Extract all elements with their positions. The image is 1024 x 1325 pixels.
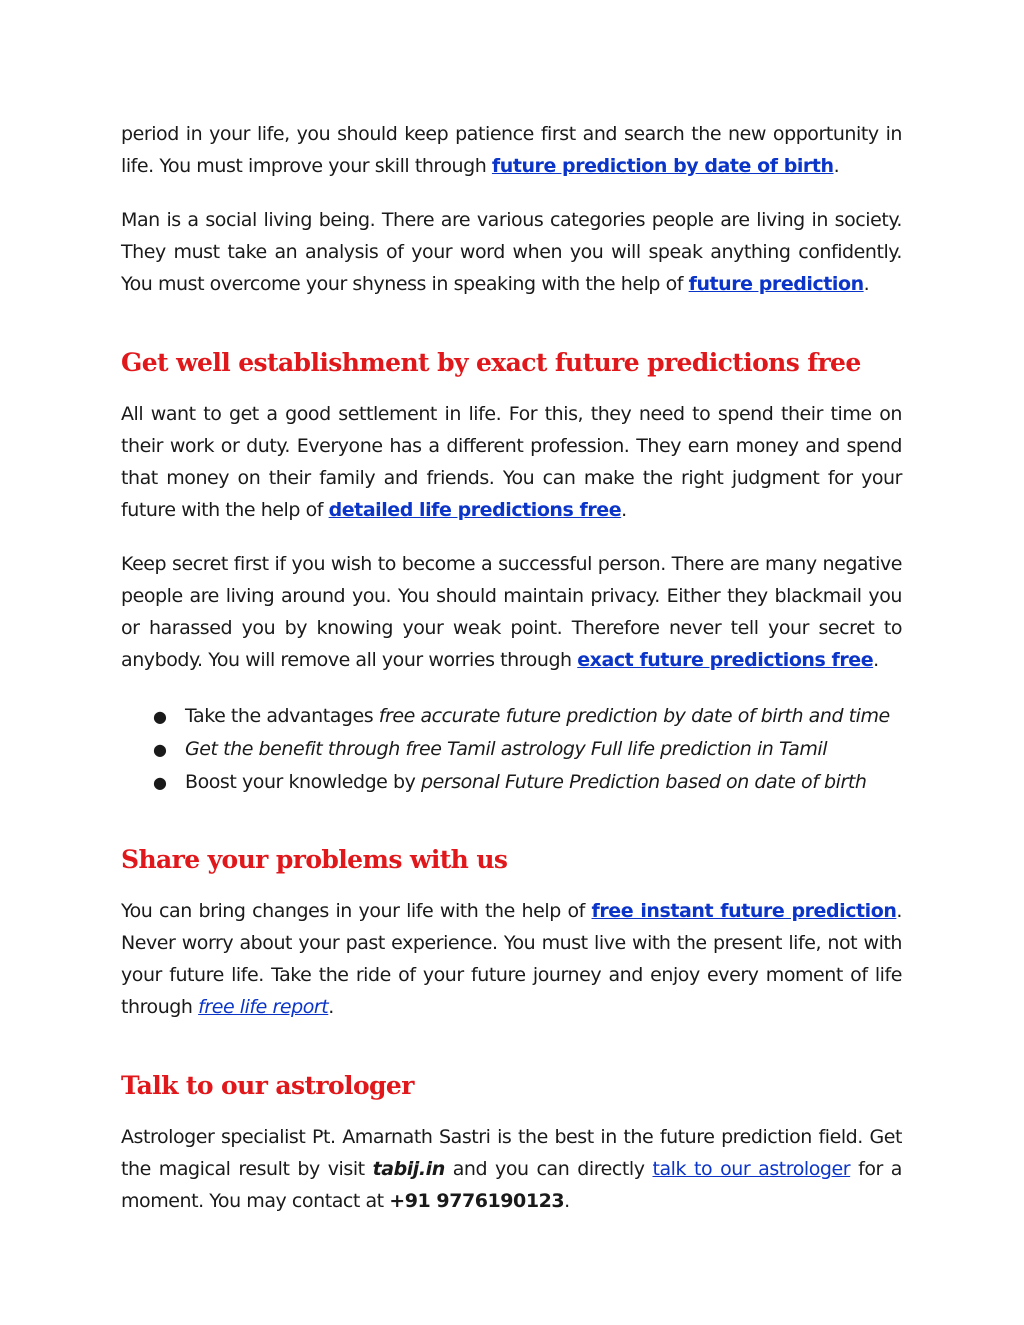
link-detailed-life-predictions-free[interactable]: detailed life predictions free <box>328 499 622 521</box>
paragraph-settlement: All want to get a good settlement in life. For this, they need to spend their time on their work or duty. Everyone has a different profession. They earn money and spend that money on their family and friends. You can make the right judgment for your future with the help of detailed life predictions free. <box>121 403 902 521</box>
bullet-icon: ● <box>153 773 167 792</box>
bullet-icon: ● <box>153 740 167 759</box>
paragraph-social-being: Man is a social living being. There are various categories people are living in society. They must take an analysis of your word when you will speak anything confidently. You must overcome your shyness in speaking with the help of future prediction. <box>121 209 902 295</box>
list-item: ● Take the advantages free accurate future prediction by date of birth and time <box>121 700 902 733</box>
heading-share-problems: Share your problems with us <box>121 845 508 874</box>
paragraph-bring-changes: You can bring changes in your life with the help of free instant future prediction. Never worry about your past experience. You must live with the present life, not with your future life. Take the ride of your future journey and enjoy every moment of life through free life report. <box>121 900 902 1018</box>
bullet-icon: ● <box>153 707 167 726</box>
heading-talk-astrologer: Talk to our astrologer <box>121 1071 414 1100</box>
site-name: tabij.in <box>372 1158 445 1180</box>
paragraph-astrologer-specialist: Astrologer specialist Pt. Amarnath Sastri is the best in the future prediction field. Get the magical result by visit tabij.in and you can directly talk to our astrologer for a moment. You may contact at +91 9776190123. <box>121 1126 902 1212</box>
link-talk-to-our-astrologer[interactable]: talk to our astrologer <box>652 1158 851 1180</box>
link-exact-future-predictions-free[interactable]: exact future predictions free <box>577 649 874 671</box>
heading-establishment: Get well establishment by exact future predictions free <box>121 348 861 377</box>
list-item: ● Boost your knowledge by personal Future Prediction based on date of birth <box>121 766 902 799</box>
paragraph-opportunity: period in your life, you should keep patience first and search the new opportunity in life. You must improve your skill through future prediction by date of birth. <box>121 123 902 177</box>
document-page <box>121 118 902 1217</box>
paragraph-keep-secret: Keep secret first if you wish to become a successful person. There are many negative people are living around you. You should maintain privacy. Either they blackmail you or harassed you by knowing your weak point. Therefore never tell your secret to anybody. You will remove all your worries through exact future predictions free. <box>121 553 902 671</box>
link-free-instant-future-prediction[interactable]: free instant future prediction <box>591 900 897 922</box>
link-free-life-report[interactable]: free life report <box>198 996 329 1018</box>
link-future-prediction-by-date-of-birth[interactable]: future prediction by date of birth <box>491 155 834 177</box>
link-future-prediction[interactable]: future prediction <box>688 273 864 295</box>
bullet-list <box>121 700 902 799</box>
phone-number: +91 9776190123 <box>389 1190 565 1212</box>
list-item: ● Get the benefit through free Tamil astrology Full life prediction in Tamil <box>121 733 902 766</box>
